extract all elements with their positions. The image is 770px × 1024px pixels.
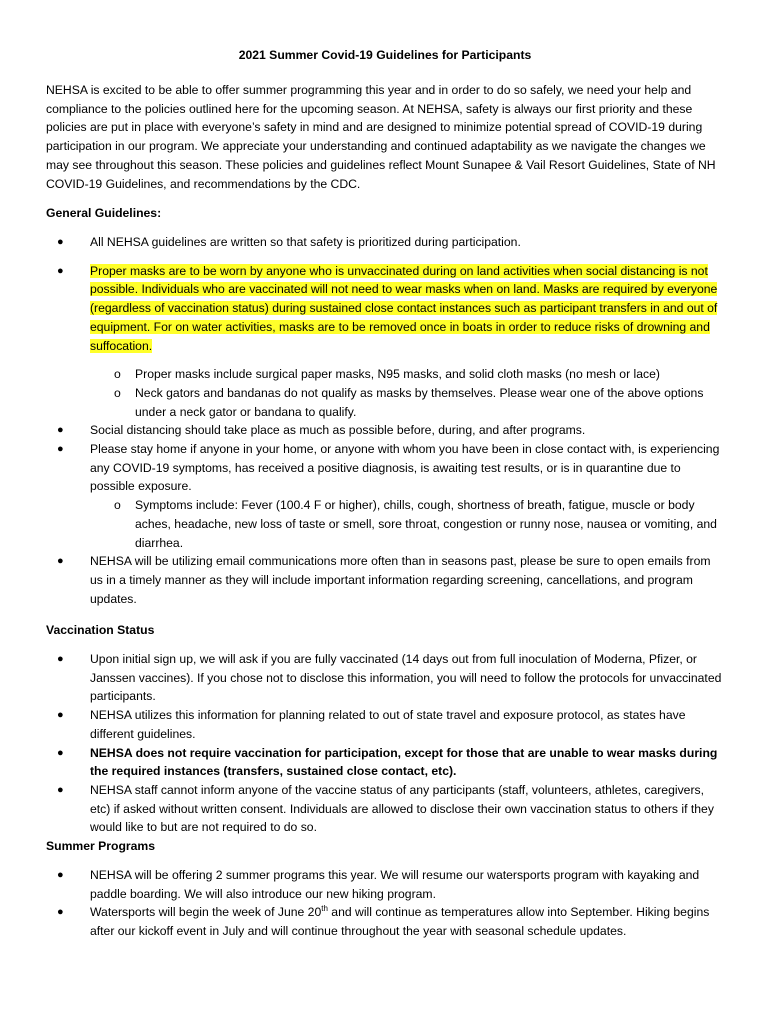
list-item: ● NEHSA utilizes this information for planning related to out of state travel and exposure protocol, as states have different guidelines. [46,706,726,743]
list-item: ● NEHSA staff cannot inform anyone of the vaccine status of any participants (staff, volunteers, athletes, caregivers, etc) if asked without written consent. Individuals are allowed to disclose their own vaccination status to others if they would like to but are not required to do so. [46,781,726,837]
list-item: ● NEHSA will be utilizing email communications more often than in seasons past, please be sure to open emails from us in a timely manner as they will include important information regarding screening, cancellations, and program updates. [46,552,726,608]
list-item-highlighted [46,262,726,356]
general-guidelines-heading: General Guidelines: [46,206,162,220]
list-item: ● Please stay home if anyone in your home, or anyone with whom you have been in close contact with, is experiencing any COVID-19 symptoms, has received a positive diagnosis, is awaiting test results, or is in quarantine due to possible exposure. [46,440,726,496]
list-item: ● All NEHSA guidelines are written so that safety is prioritized during participation. [46,233,726,252]
list-item: ● Social distancing should take place as much as possible before, during, and after programs. [46,421,726,440]
sub-list-item: o Neck gators and bandanas do not qualify as masks by themselves. Please wear one of the above options under a neck gator or bandana to qualify. [46,384,726,421]
general-guidelines-list [46,233,726,608]
summer-programs-heading: Summer Programs [46,839,156,853]
intro-paragraph: NEHSA is excited to be able to offer summer programming this year and in order to do so safely, we need your help and compliance to the policies outlined here for the upcoming season. At NEHSA, safety is always our first priority and these policies are put in place with everyone’s safety in mind and are designed to minimize potential spread of COVID-19 during participation in our program. We appreciate your understanding and continued adaptability as we navigate the changes we may see throughout this season. These policies and guidelines reflect Mount Sunapee & Vail Resort Guidelines, State of NH COVID-19 Guidelines, and recommendations by the CDC. [46,83,716,191]
vaccination-list [46,650,726,837]
list-item: ● Upon initial sign up, we will ask if you are fully vaccinated (14 days out from full inoculation of Moderna, Pfizer, or Janssen vaccines). If you chose not to disclose this information, you will need to follow the protocols for unvaccinated participants. [46,650,726,706]
highlighted-text: Proper masks are to be worn by anyone who is unvaccinated during on land activities when social distancing is not possible. Individuals who are vaccinated will not need to wear masks when on land. Masks are required by everyone (regardless of vaccination status) during sustained close contact instances such as participant transfers in and out of equipment. For on water activities, masks are to be removed once in boats in order to reduce risks of drowning and suffocation. [90,263,718,353]
list-item: ● Watersports will begin the week of June 20th and will continue as temperatures allow into September. Hiking begins after our kickoff event in July and will continue throughout the year with seasonal schedule updates. [46,903,726,940]
sub-list-item: o Symptoms include: Fever (100.4 F or higher), chills, cough, shortness of breath, fatigue, muscle or body aches, headache, new loss of taste or smell, sore throat, congestion or runny nose, nausea or vomiting, and diarrhea. [46,496,726,552]
sub-list-item: o Proper masks include surgical paper masks, N95 masks, and solid cloth masks (no mesh or lace) [46,365,726,384]
list-item: ● NEHSA will be offering 2 summer programs this year. We will resume our watersports program with kayaking and paddle boarding. We will also introduce our new hiking program. [46,866,726,903]
vaccination-status-heading: Vaccination Status [46,623,155,637]
summer-programs-list [46,866,726,941]
document-title: 2021 Summer Covid-19 Guidelines for Participants [238,48,532,62]
list-item-bold: ● NEHSA does not require vaccination for participation, except for those that are unable to wear masks during the required instances (transfers, sustained close contact, etc). [46,744,726,781]
